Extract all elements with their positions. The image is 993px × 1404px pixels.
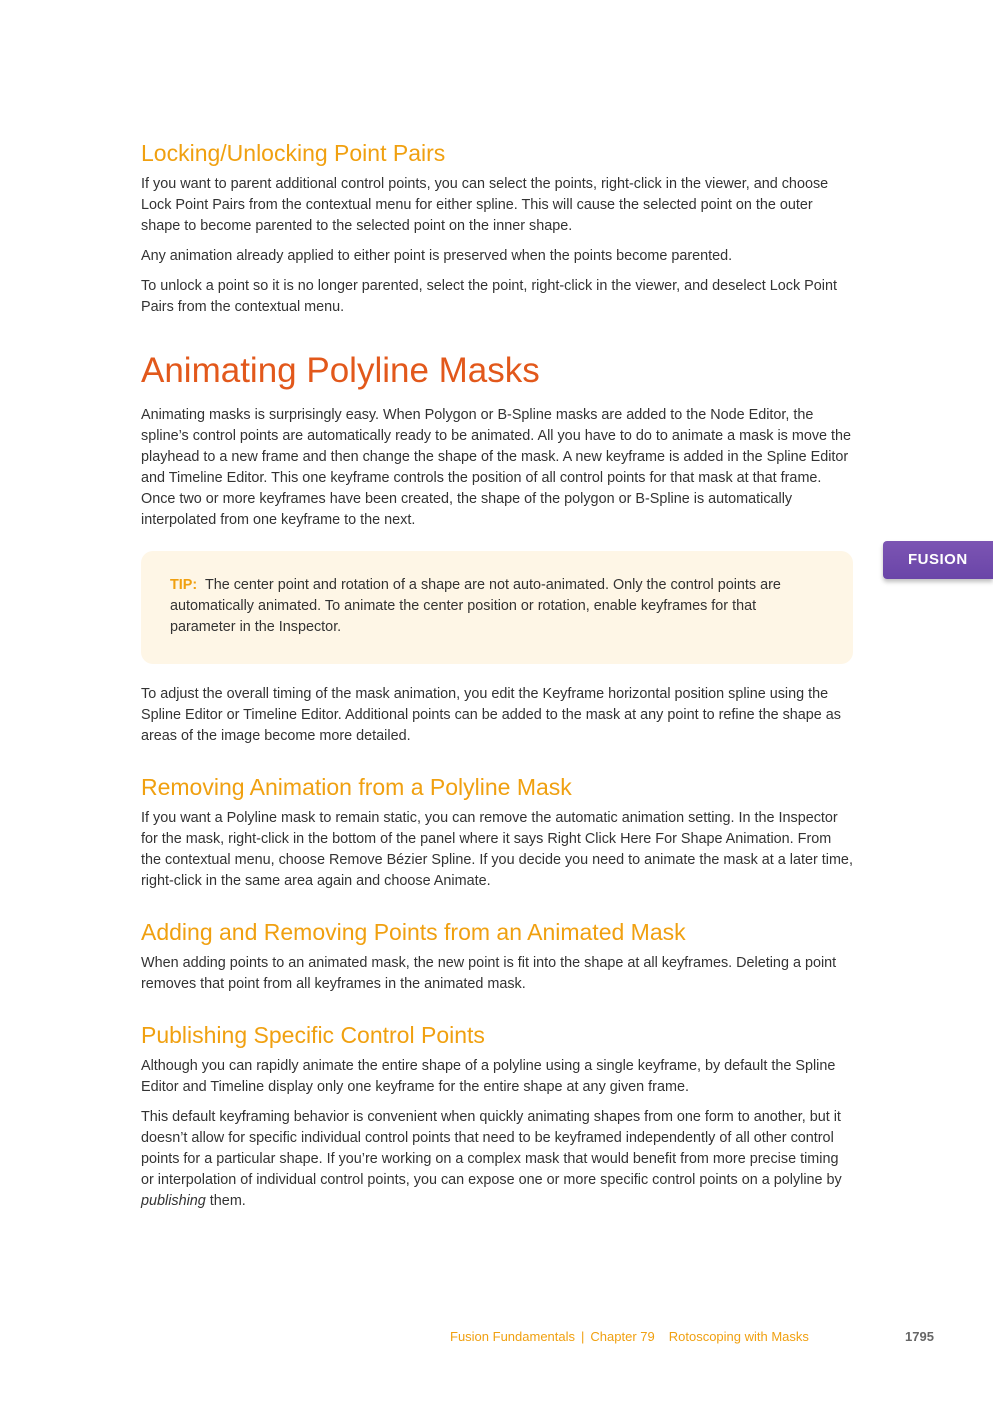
footer-separator: | xyxy=(581,1329,585,1344)
paragraph: If you want a Polyline mask to remain static, you can remove the automatic animation setting. In the Inspector for the mask, right-click in the bottom of the panel where it says Right Click Here For Shape Animation. From the contextual menu, choose Remove Bézier Spline. If you decide you need to animate the mask at a later time, right-click in the same area again and choose Animate. xyxy=(141,810,853,889)
page-content xyxy=(141,138,853,1221)
footer-chapter-title: Rotoscoping with Masks xyxy=(668,1329,809,1344)
tip-text: The center point and rotation of a shape are not auto-animated. Only the control points are automatically animated. To animate the center position or rotation, enable keyframes for that parameter in the Inspector. xyxy=(170,577,781,635)
paragraph: Although you can rapidly animate the entire shape of a polyline using a single keyframe, by default the Spline Editor and Timeline display only one keyframe for the entire shape at any given frame. xyxy=(141,1058,836,1095)
footer-book: Fusion Fundamentals xyxy=(450,1329,576,1344)
text-run: This default keyframing behavior is convenient when quickly animating shapes from one form to another, but it doesn’t allow for specific individual control points that need to be keyframed independently of all other control points for a particular shape. If you’re working on a complex mask that would benefit from more precise timing or interpolation of individual control points, you can expose one or more specific control points on a polyline by xyxy=(141,1109,842,1188)
paragraph: If you want to parent additional control points, you can select the points, right-click in the viewer, and choose Lock Point Pairs from the contextual menu for either spline. This will cause the selected point on the outer shape to become parented to the selected point on the inner shape. xyxy=(141,176,829,234)
paragraph: Animating masks is surprisingly easy. When Polygon or B-Spline masks are added to the Node Editor, the spline’s control points are automatically ready to be animated. All you have to do to animate a mask is move the playhead to a new frame and then change the shape of the mask. A new keyframe is added in the Spline Editor and Timeline Editor. This one keyframe controls the position of all control points for that mask at that frame. Once two or more keyframes have been created, the shape of the polygon or B-Spline is automatically interpolated from one keyframe to the next. xyxy=(141,407,852,528)
section-heading-adding: Adding and Removing Points from an Animated Mask xyxy=(141,919,686,945)
tip-label: TIP: xyxy=(170,577,198,593)
fusion-side-tab[interactable]: FUSION xyxy=(883,541,993,579)
tip-paragraph xyxy=(170,575,824,638)
footer-chapter: Chapter 79 xyxy=(590,1329,655,1344)
chapter-heading-animating: Animating Polyline Masks xyxy=(141,351,540,390)
section-heading-publishing: Publishing Specific Control Points xyxy=(141,1022,485,1048)
text-run: them. xyxy=(205,1193,246,1209)
paragraph xyxy=(141,1107,853,1212)
section-heading-removing: Removing Animation from a Polyline Mask xyxy=(141,774,572,800)
paragraph: To unlock a point so it is no longer parented, select the point, right-click in the viewer, and deselect Lock Point Pairs from the contextual menu. xyxy=(141,278,837,315)
page-number: 1795 xyxy=(905,1329,934,1344)
section-heading-locking: Locking/Unlocking Point Pairs xyxy=(141,140,446,166)
footer-breadcrumb xyxy=(450,1328,809,1346)
paragraph: Any animation already applied to either point is preserved when the points become parented. xyxy=(141,248,733,264)
paragraph: When adding points to an animated mask, the new point is fit into the shape at all keyframes. Deleting a point removes that point from all keyframes in the animated mask. xyxy=(141,955,837,992)
paragraph: To adjust the overall timing of the mask animation, you edit the Keyframe horizontal position spline using the Spline Editor or Timeline Editor. Additional points can be added to the mask at any point to refine the shape as areas of the image become more detailed. xyxy=(141,686,841,744)
tip-box xyxy=(141,551,853,664)
italic-term: publishing xyxy=(141,1193,206,1209)
